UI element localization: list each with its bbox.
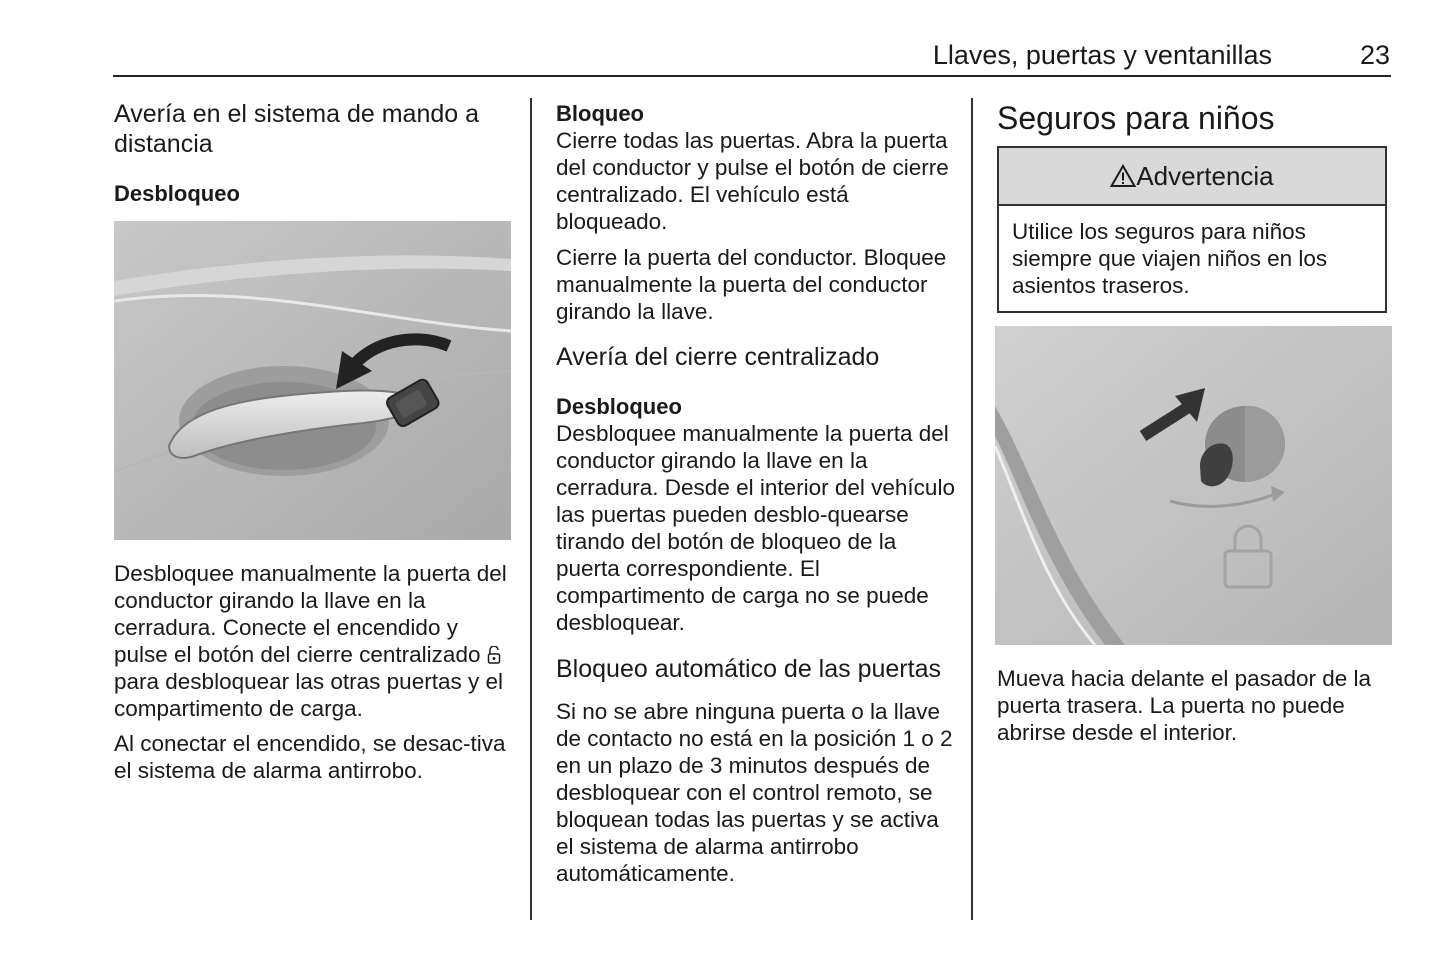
unlock-paragraph-text-a: Desbloquee manualmente la puerta del conductor girando la llave en la cerradura. Conecte el encendido y pulse el botón del cierre centralizado: [114, 561, 507, 667]
column-divider-2: [971, 98, 973, 920]
subheading-unlock-2: Desbloqueo: [556, 394, 682, 419]
header-rule: [113, 75, 1391, 77]
subheading-lock: Bloqueo: [556, 101, 644, 126]
page-number: 23: [1359, 40, 1390, 70]
column-2: [556, 96, 956, 887]
section-heading-auto-lock: Bloqueo automático de las puertas: [556, 655, 941, 683]
door-handle-key-illustration: [114, 221, 511, 540]
running-header-title: Llaves, puertas y ventanillas: [932, 40, 1272, 70]
column-3: [997, 96, 1393, 746]
alarm-paragraph: Al conectar el encendido, se desac-tiva el sistema de alarma antirrobo.: [114, 731, 506, 783]
warning-header: [999, 148, 1385, 206]
child-lock-illustration: [995, 326, 1392, 645]
warning-text: Utilice los seguros para niños siempre que viajen niños en los asientos traseros.: [1012, 219, 1328, 298]
manual-unlock-paragraph: Desbloquee manualmente la puerta del conductor girando la llave en la cerradura. Desde el interior del vehículo las puertas pueden desblo-quearse tirando del botón de bloqueo de la puerta correspondiente. El compartimento de carga no se puede desbloquear.: [556, 421, 955, 635]
warning-box: [997, 146, 1387, 313]
subheading-unlock: Desbloqueo: [114, 181, 240, 206]
section-heading-central-lock-failure: Avería del cierre centralizado: [556, 343, 880, 371]
section-heading-remote-failure: Avería en el sistema de mando a distancia: [114, 100, 480, 158]
section-heading-child-locks: Seguros para niños: [997, 100, 1275, 136]
unlock-icon: [487, 646, 501, 664]
lock-driver-paragraph: Cierre la puerta del conductor. Bloquee manualmente la puerta del conductor girando la llave.: [556, 245, 947, 324]
warning-triangle-icon: [1110, 164, 1136, 188]
unlock-paragraph-text-b: para desbloquear las otras puertas y el compartimento de carga.: [114, 669, 503, 721]
child-lock-paragraph: Mueva hacia delante el pasador de la puerta trasera. La puerta no puede abrirse desde el interior.: [997, 666, 1372, 745]
unlock-paragraph: [114, 560, 514, 722]
warning-title: Advertencia: [1136, 160, 1274, 191]
auto-lock-paragraph: Si no se abre ninguna puerta o la llave de contacto no está en la posición 1 o 2 en un plazo de 3 minutos después de desbloquear con el control remoto, se bloquean todas las puertas y se activa el sistema de alarma antirrobo automáticamente.: [556, 699, 953, 886]
lock-paragraph: Cierre todas las puertas. Abra la puerta del conductor y pulse el botón de cierre centralizado. El vehículo está bloqueado.: [556, 128, 949, 234]
column-divider-1: [530, 98, 532, 920]
column-1: [114, 96, 514, 784]
